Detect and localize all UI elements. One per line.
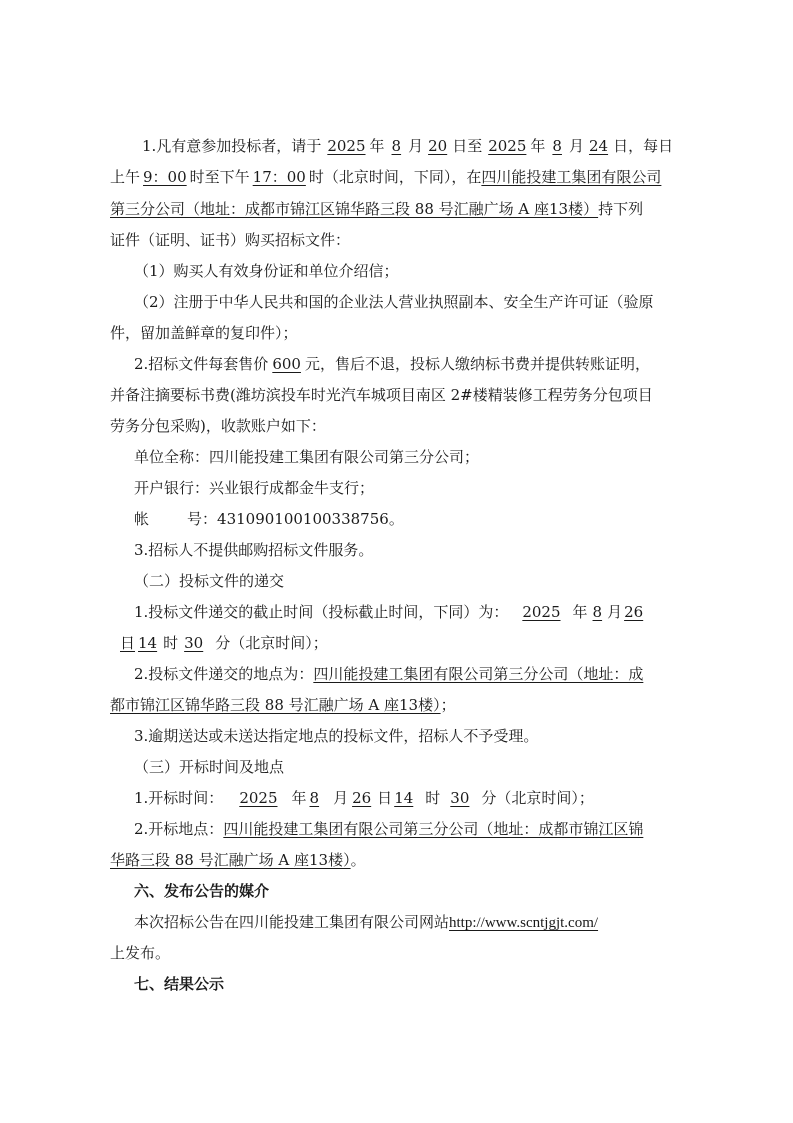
website-link[interactable]: http://www.scntjgjt.com/: [449, 915, 599, 931]
p10-line-2: 华路三段 88 号汇融广场 A 座13楼）。: [110, 851, 366, 869]
p9-line: 1.开标时间： 2025 年 8 月 26 日 14 时 30 分（北京时间）；: [134, 789, 594, 807]
p1-line-2: 上午 9：00 时至下午 17：00 时（北京时间，下同），在四川能投建工集团有限公司: [110, 168, 662, 186]
p1-line-3: 第三分公司（地址：成都市锦江区锦华路三段 88 号汇融广场 A 座13楼）持下列: [110, 200, 644, 218]
p1-line-4: 证件（证明、证书）购买招标文件：: [110, 231, 351, 249]
account-number: 帐 号：431090100100338756。: [134, 510, 404, 528]
p4-line-3: 劳务分包采购)，收款账户如下：: [110, 417, 326, 435]
p7-line-1: 2.投标文件递交的地点为：四川能投建工集团有限公司第三分公司（地址：成: [134, 665, 644, 683]
p5-line: 3.招标人不提供邮购招标文件服务。: [134, 541, 374, 559]
p8-line: 3.逾期送达或未送达指定地点的投标文件，招标人不予受理。: [134, 727, 539, 745]
p10-line-1: 2.开标地点：四川能投建工集团有限公司第三分公司（地址：成都市锦江区锦: [134, 820, 644, 838]
heading-7: 七、结果公示: [134, 975, 225, 993]
section-3-heading: （三）开标时间及地点: [134, 758, 285, 776]
p11-line-2: 上发布。: [110, 944, 171, 962]
p4-line-1: 2.招标文件每套售价 600 元，售后不退，投标人缴纳标书费并提供转账证明，: [134, 355, 650, 373]
p11-line-1: 本次招标公告在四川能投建工集团有限公司网站http://www.scntjgjt.com/: [134, 913, 599, 931]
p7-line-2: 都市锦江区锦华路三段 88 号汇融广场 A 座13楼）；: [110, 696, 456, 714]
p3-line-1: （2）注册于中华人民共和国的企业法人营业执照副本、安全生产许可证（验原: [134, 293, 654, 311]
p6-line-1: 1.投标文件递交的截止时间（投标截止时间，下同）为： 2025 年 8 月 26: [134, 603, 644, 621]
p2-line: （1）购买人有效身份证和单位介绍信；: [134, 262, 399, 280]
p4-line-2: 并备注摘要标书费(潍坊滨投车时光汽车城项目南区 2#楼精装修工程劳务分包项目: [110, 386, 653, 404]
p3-line-2: 件，留加盖鲜章的复印件）；: [110, 324, 298, 342]
account-name: 单位全称：四川能投建工集团有限公司第三分公司；: [134, 448, 480, 466]
section-2-heading: （二）投标文件的递交: [134, 572, 285, 590]
heading-6: 六、发布公告的媒介: [134, 882, 270, 900]
p1-line-1: 1.凡有意参加投标者，请于 2025 年 8 月 20 日至 2025 年 8 月 24 日，每日: [142, 137, 674, 155]
p6-line-2: 日 14 时 30 分（北京时间）；: [120, 634, 328, 652]
account-bank: 开户银行：兴业银行成都金牛支行；: [134, 479, 375, 497]
